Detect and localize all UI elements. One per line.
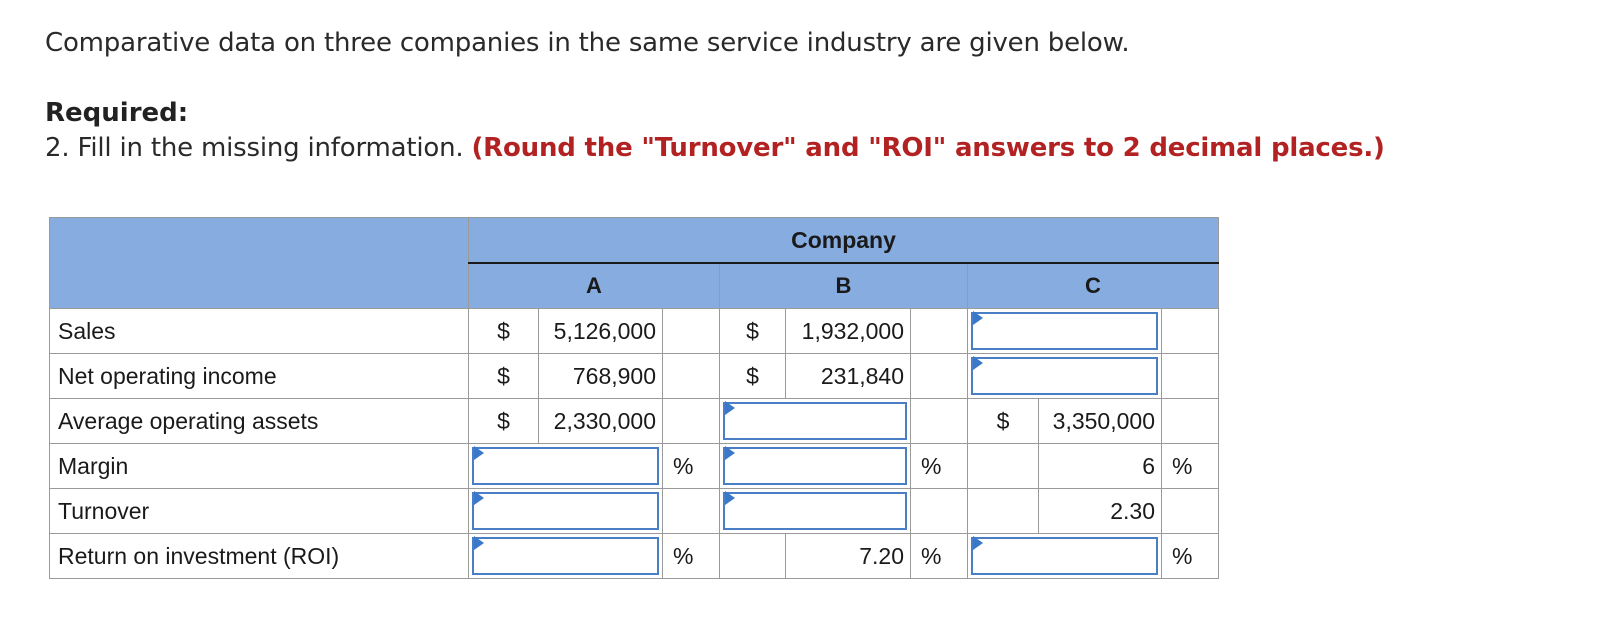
answer-flag-icon xyxy=(725,401,735,415)
row-label-roi: Return on investment (ROI) xyxy=(50,534,469,579)
turnover-a-cell xyxy=(469,489,663,534)
noi-a-currency: $ xyxy=(469,354,539,399)
assets-b-unit xyxy=(911,399,968,444)
roi-c-unit: % xyxy=(1162,534,1219,579)
company-a-header: A xyxy=(469,263,720,309)
row-label-noi: Net operating income xyxy=(50,354,469,399)
assets-c-value: 3,350,000 xyxy=(1039,399,1162,444)
company-c-header: C xyxy=(968,263,1219,309)
margin-a-unit: % xyxy=(663,444,720,489)
answer-flag-icon xyxy=(973,356,983,370)
required-heading: Required: xyxy=(45,98,189,128)
answer-flag-icon xyxy=(474,446,484,460)
margin-b-input[interactable] xyxy=(723,447,907,485)
assets-a-currency: $ xyxy=(469,399,539,444)
table-row-sales xyxy=(50,309,1219,354)
answer-flag-icon xyxy=(973,311,983,325)
margin-a-input[interactable] xyxy=(472,447,659,485)
table-row-margin xyxy=(50,444,1219,489)
answer-flag-icon xyxy=(474,491,484,505)
sales-c-input[interactable] xyxy=(971,312,1158,350)
noi-b-unit xyxy=(911,354,968,399)
table-row-roi xyxy=(50,534,1219,579)
table-row-assets xyxy=(50,399,1219,444)
header-blank xyxy=(50,218,469,309)
turnover-b-unit xyxy=(911,489,968,534)
roi-b-unit: % xyxy=(911,534,968,579)
turnover-c-value: 2.30 xyxy=(1039,489,1162,534)
roi-a-cell xyxy=(469,534,663,579)
noi-c-cell xyxy=(968,354,1162,399)
row-label-margin: Margin xyxy=(50,444,469,489)
assets-c-unit xyxy=(1162,399,1219,444)
turnover-c-currency xyxy=(968,489,1039,534)
turnover-c-unit xyxy=(1162,489,1219,534)
answer-flag-icon xyxy=(973,536,983,550)
answer-flag-icon xyxy=(725,491,735,505)
noi-a-value: 768,900 xyxy=(539,354,663,399)
margin-a-cell xyxy=(469,444,663,489)
assets-a-value: 2,330,000 xyxy=(539,399,663,444)
row-label-assets: Average operating assets xyxy=(50,399,469,444)
sales-a-value: 5,126,000 xyxy=(539,309,663,354)
table-row-turnover xyxy=(50,489,1219,534)
noi-b-currency: $ xyxy=(720,354,786,399)
sales-c-unit xyxy=(1162,309,1219,354)
margin-b-cell xyxy=(720,444,911,489)
turnover-b-input[interactable] xyxy=(723,492,907,530)
noi-a-unit xyxy=(663,354,720,399)
table-row-noi xyxy=(50,354,1219,399)
header-row-group xyxy=(50,218,1219,264)
answer-flag-icon xyxy=(474,536,484,550)
roi-a-unit: % xyxy=(663,534,720,579)
company-data-table xyxy=(49,217,1219,579)
margin-b-unit: % xyxy=(911,444,968,489)
intro-text: Comparative data on three companies in the same service industry are given below. xyxy=(45,28,1130,58)
sales-a-currency: $ xyxy=(469,309,539,354)
sales-b-currency: $ xyxy=(720,309,786,354)
noi-c-unit xyxy=(1162,354,1219,399)
assets-a-unit xyxy=(663,399,720,444)
roi-a-input[interactable] xyxy=(472,537,659,575)
company-group-header: Company xyxy=(469,218,1219,264)
sales-c-cell xyxy=(968,309,1162,354)
turnover-b-cell xyxy=(720,489,911,534)
assets-b-input[interactable] xyxy=(723,402,907,440)
margin-c-currency xyxy=(968,444,1039,489)
roi-b-value: 7.20 xyxy=(786,534,911,579)
noi-b-value: 231,840 xyxy=(786,354,911,399)
sales-b-unit xyxy=(911,309,968,354)
assets-c-currency: $ xyxy=(968,399,1039,444)
row-label-turnover: Turnover xyxy=(50,489,469,534)
sales-a-unit xyxy=(663,309,720,354)
noi-c-input[interactable] xyxy=(971,357,1158,395)
roi-b-currency xyxy=(720,534,786,579)
turnover-a-unit xyxy=(663,489,720,534)
company-b-header: B xyxy=(720,263,968,309)
margin-c-value: 6 xyxy=(1039,444,1162,489)
turnover-a-input[interactable] xyxy=(472,492,659,530)
sales-b-value: 1,932,000 xyxy=(786,309,911,354)
margin-c-unit: % xyxy=(1162,444,1219,489)
roi-c-cell xyxy=(968,534,1162,579)
assets-b-cell xyxy=(720,399,911,444)
row-label-sales: Sales xyxy=(50,309,469,354)
rounding-note: (Round the "Turnover" and "ROI" answers to 2 decimal places.) xyxy=(471,133,1385,163)
roi-c-input[interactable] xyxy=(971,537,1158,575)
answer-flag-icon xyxy=(725,446,735,460)
instruction-line xyxy=(45,133,1385,163)
instruction-text: 2. Fill in the missing information. xyxy=(45,133,464,163)
